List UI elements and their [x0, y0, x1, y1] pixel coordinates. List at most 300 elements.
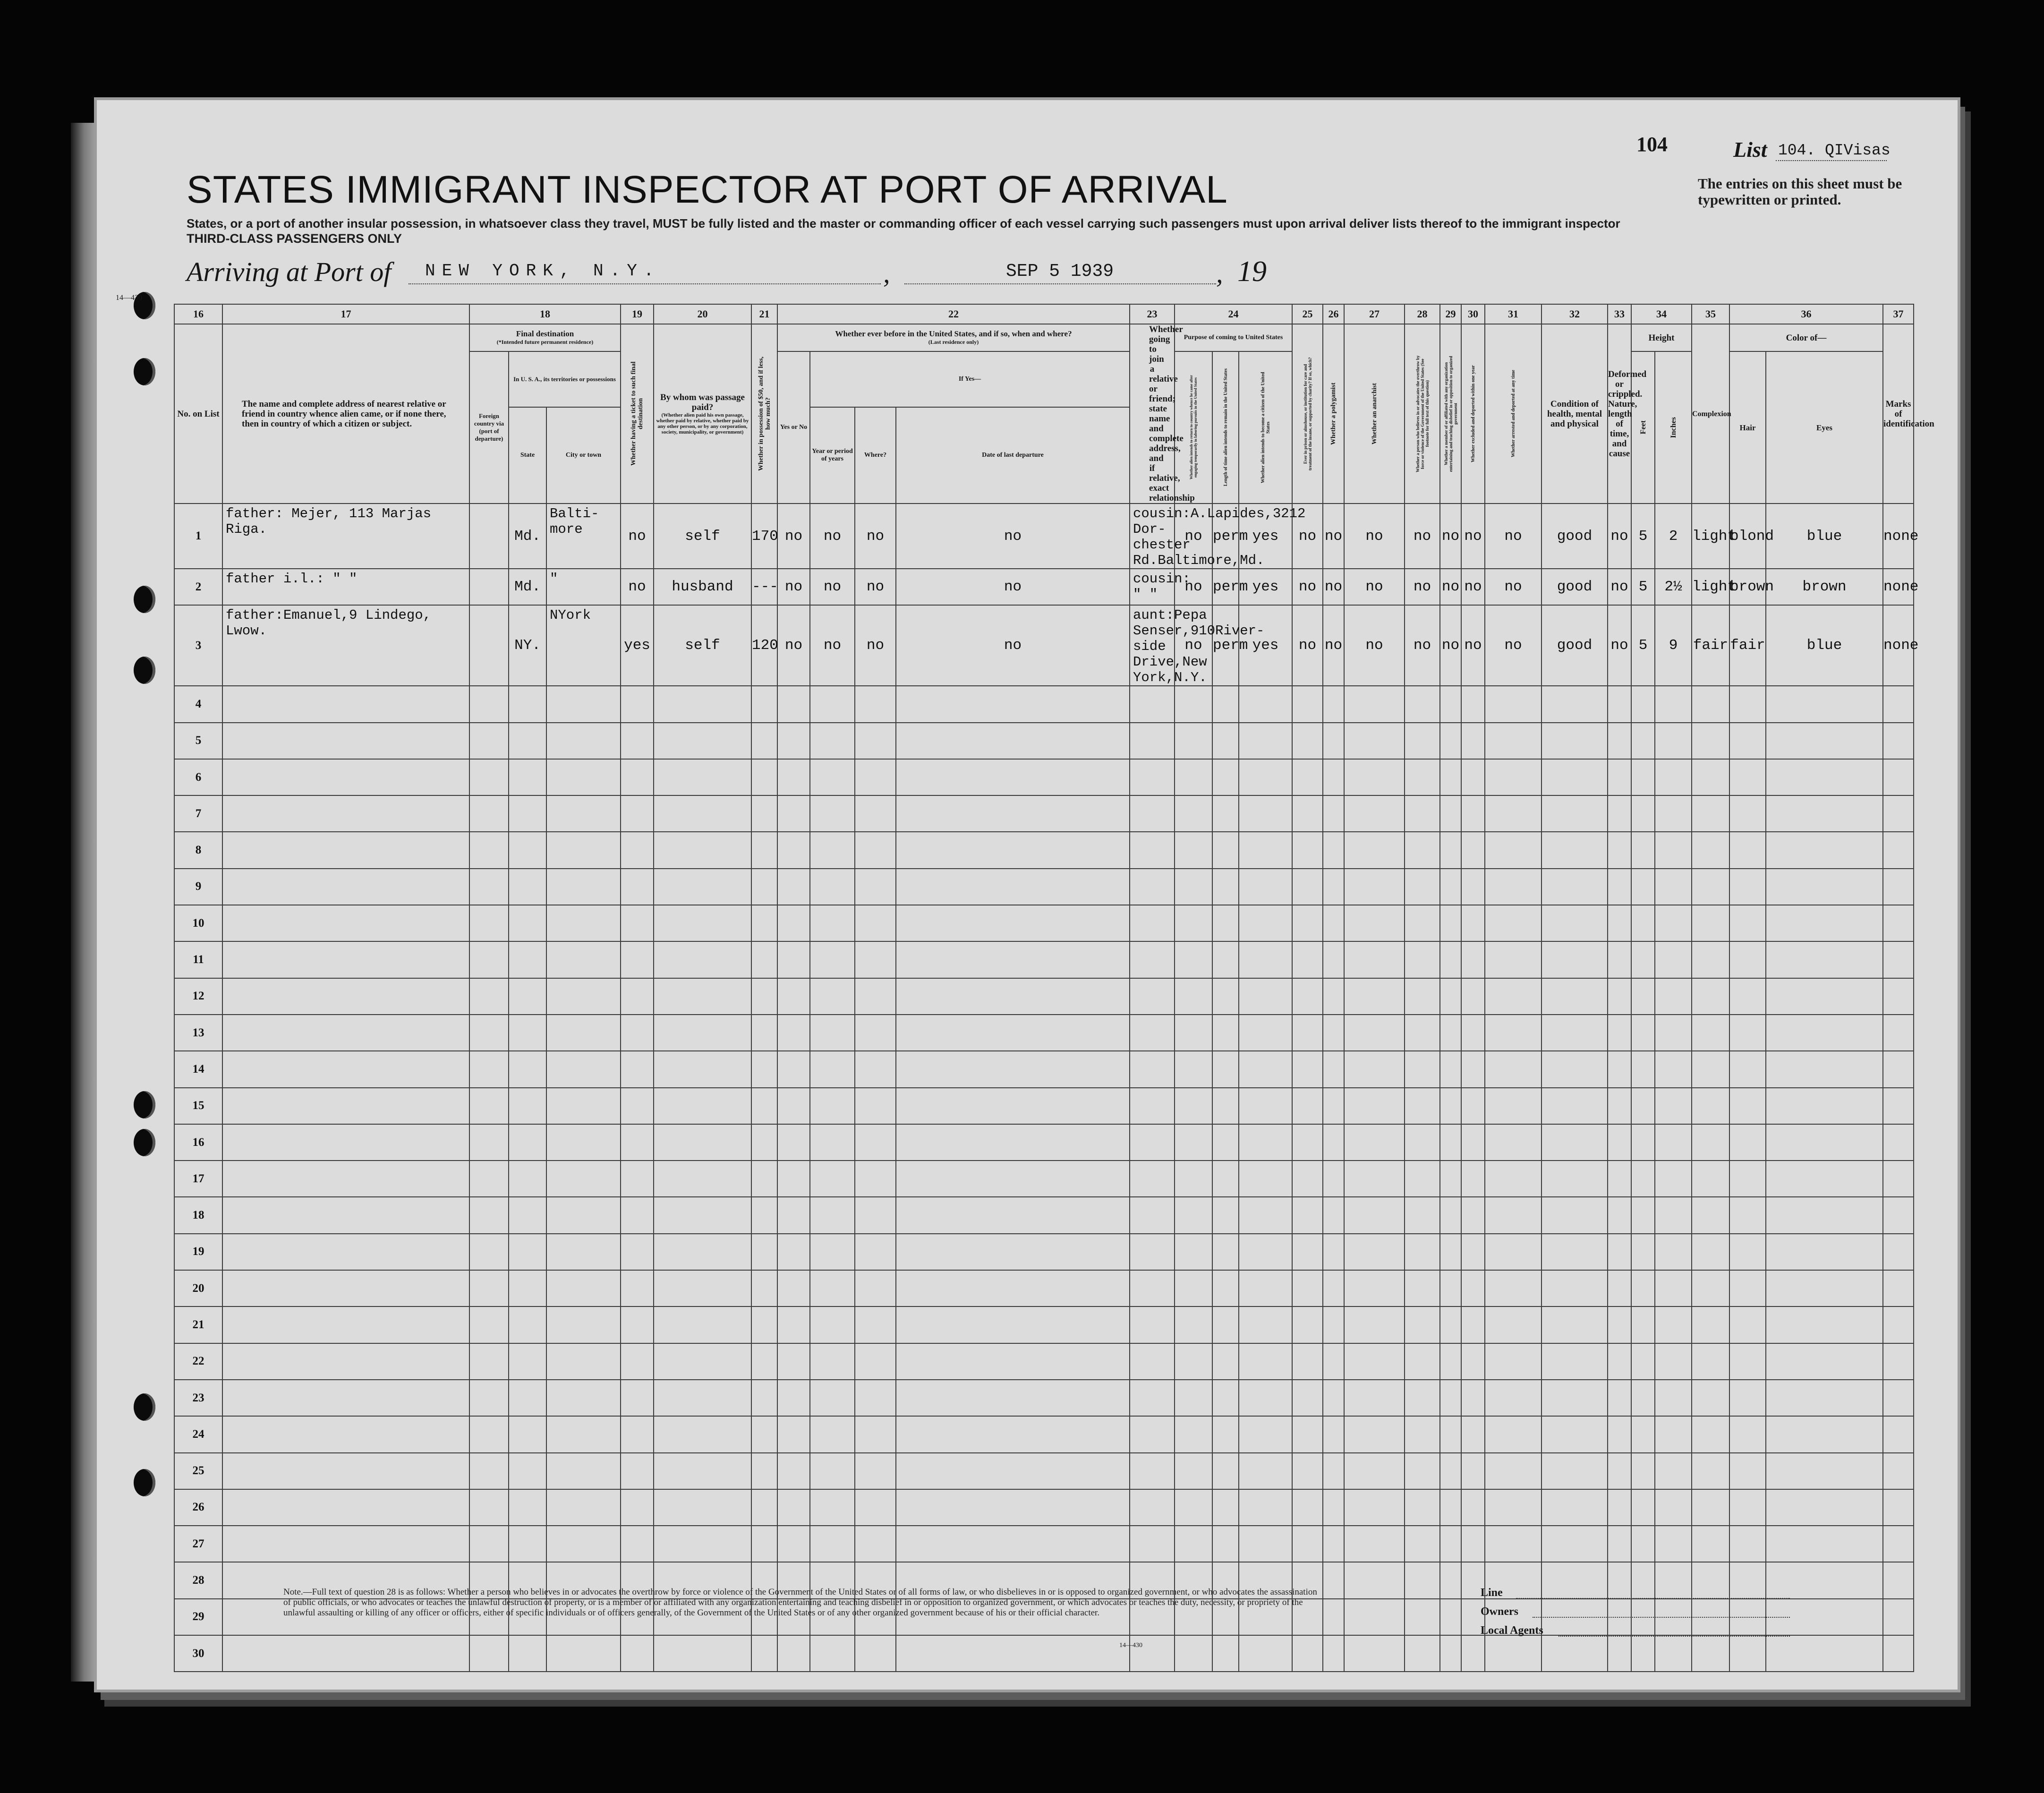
col-number: 30 [1461, 304, 1485, 324]
table-row [174, 978, 1914, 1015]
col-header-overthrow [1405, 324, 1440, 504]
cell-money [751, 832, 777, 868]
cell-excluded [1461, 1489, 1485, 1526]
cell-foreign [469, 941, 509, 978]
cell-polygamist [1323, 686, 1344, 722]
cell-state [509, 1088, 546, 1124]
table-row [174, 686, 1914, 722]
cell-citizen [1239, 1635, 1292, 1672]
cell-polygamist [1323, 1562, 1344, 1598]
cell-foreign [469, 1197, 509, 1233]
cell-joining [1130, 1234, 1175, 1270]
cell-anarchist: no [1344, 569, 1405, 605]
cell-anarchist [1344, 1234, 1405, 1270]
cell-date-left [896, 978, 1130, 1015]
cell-eyes [1766, 686, 1883, 722]
cell-hair [1729, 723, 1766, 759]
table-row [174, 869, 1914, 905]
cell-anarchist [1344, 1343, 1405, 1380]
cell-anarchist [1344, 795, 1405, 832]
row-number: 24 [174, 1416, 222, 1452]
cell-paid-by: self [654, 504, 751, 569]
cell-state [509, 1453, 546, 1489]
cell-length [1212, 759, 1239, 795]
cell-yes-no [777, 1306, 810, 1343]
cell-eyes [1766, 1161, 1883, 1197]
cell-city [546, 1124, 621, 1161]
cell-purpose-return [1175, 1124, 1212, 1161]
col-header-member [1440, 324, 1461, 504]
cell-yes-no [777, 1270, 810, 1306]
arrival-date: SEP 5 1939 [1006, 261, 1114, 282]
cell-marks [1883, 905, 1914, 941]
cell-overthrow [1405, 1380, 1440, 1416]
cell-ticket [621, 1453, 654, 1489]
col-number: 24 [1175, 304, 1292, 324]
cell-money [751, 1416, 777, 1452]
cell-paid-by: husband [654, 569, 751, 605]
cell-arrested [1485, 1343, 1542, 1380]
cell-member [1440, 1051, 1461, 1087]
col-header-prison [1292, 324, 1323, 504]
cell-joining [1130, 1015, 1175, 1051]
cell-inches [1655, 832, 1692, 868]
cell-purpose-return [1175, 759, 1212, 795]
list-underline [1776, 160, 1887, 161]
table-row [174, 905, 1914, 941]
cell-where [855, 759, 896, 795]
cell-inches [1655, 686, 1692, 722]
cell-prison [1292, 978, 1323, 1015]
cell-state [509, 1161, 546, 1197]
col-number: 32 [1542, 304, 1608, 324]
cell-years [810, 1306, 855, 1343]
cell-inches [1655, 978, 1692, 1015]
cell-citizen: yes [1239, 605, 1292, 686]
return-label: Whether alien intends to return to country whence he came after engaging temporarily in laboring pursuits in the United States [1189, 375, 1198, 480]
cell-member [1440, 1306, 1461, 1343]
cell-feet [1631, 1489, 1655, 1526]
cell-deformed [1608, 978, 1631, 1015]
col-header-final-destination [469, 324, 621, 351]
cell-where [855, 978, 896, 1015]
cell-foreign [469, 1234, 509, 1270]
table-row [174, 569, 1914, 605]
cell-complexion [1692, 1526, 1729, 1562]
cell-prison [1292, 1124, 1323, 1161]
cell-overthrow [1405, 1306, 1440, 1343]
col-number: 36 [1729, 304, 1883, 324]
cell-paid-by [654, 1051, 751, 1087]
cell-yes-no [777, 1635, 810, 1672]
cell-money [751, 1343, 777, 1380]
cell-years [810, 1015, 855, 1051]
cell-arrested [1485, 1124, 1542, 1161]
row-number: 28 [174, 1562, 222, 1598]
cell-state [509, 1343, 546, 1380]
cell-where [855, 1197, 896, 1233]
table-row [174, 504, 1914, 569]
cell-complexion [1692, 1234, 1729, 1270]
cell-hair [1729, 686, 1766, 722]
cell-complexion [1692, 832, 1729, 868]
cell-purpose-return [1175, 1051, 1212, 1087]
cell-state [509, 1015, 546, 1051]
header-row-1 [174, 324, 1914, 351]
cell-money [751, 723, 777, 759]
passage-label: By whom was passage paid? [660, 393, 745, 412]
cell-city [546, 1416, 621, 1452]
cell-where [855, 869, 896, 905]
cell-marks [1883, 1270, 1914, 1306]
cell-overthrow [1405, 1416, 1440, 1452]
cell-foreign [469, 686, 509, 722]
cell-arrested [1485, 759, 1542, 795]
cell-relative [222, 759, 469, 795]
col-header-joining: Whether going to join a relative or friend; state name and complete address, and if relative, exact relationship [1130, 324, 1175, 504]
cell-arrested [1485, 795, 1542, 832]
cell-where [855, 905, 896, 941]
cell-state [509, 832, 546, 868]
cell-eyes [1766, 978, 1883, 1015]
col-header-health: Condition of health, mental and physical [1542, 324, 1608, 504]
row-number: 10 [174, 905, 222, 941]
cell-excluded [1461, 1270, 1485, 1306]
col-header-length [1212, 351, 1239, 504]
cell-excluded [1461, 1380, 1485, 1416]
col-number: 34 [1631, 304, 1692, 324]
cell-hair [1729, 1270, 1766, 1306]
cell-state [509, 1380, 546, 1416]
cell-yes-no [777, 1015, 810, 1051]
cell-date-left [896, 832, 1130, 868]
cell-foreign [469, 1380, 509, 1416]
cell-eyes [1766, 1306, 1883, 1343]
cell-marks [1883, 869, 1914, 905]
cell-feet [1631, 832, 1655, 868]
cell-city [546, 1380, 621, 1416]
cell-anarchist [1344, 978, 1405, 1015]
cell-ticket [621, 1161, 654, 1197]
cell-polygamist [1323, 723, 1344, 759]
manifest-table [174, 304, 1934, 1672]
cell-marks: none [1883, 504, 1914, 569]
col-header-deformed: Deformed or crippled. Nature, length of time, and cause [1608, 324, 1631, 504]
cell-anarchist [1344, 1124, 1405, 1161]
cell-polygamist [1323, 1161, 1344, 1197]
cell-where [855, 1270, 896, 1306]
cell-citizen [1239, 869, 1292, 905]
cell-polygamist [1323, 1270, 1344, 1306]
col-header-complexion: Complexion [1692, 324, 1729, 504]
cell-relative [222, 1015, 469, 1051]
cell-hair [1729, 1197, 1766, 1233]
col-number: 25 [1292, 304, 1323, 324]
cell-length [1212, 1526, 1239, 1562]
cell-hair [1729, 1526, 1766, 1562]
cell-citizen [1239, 1526, 1292, 1562]
cell-deformed: no [1608, 569, 1631, 605]
cell-length [1212, 1124, 1239, 1161]
cell-relative [222, 832, 469, 868]
cell-polygamist [1323, 1343, 1344, 1380]
cell-ticket [621, 978, 654, 1015]
cell-length [1212, 1015, 1239, 1051]
table-row [174, 1526, 1914, 1562]
table-row [174, 1306, 1914, 1343]
cell-overthrow [1405, 941, 1440, 978]
cell-where [855, 1453, 896, 1489]
cell-excluded [1461, 795, 1485, 832]
cell-marks [1883, 759, 1914, 795]
passage-sub: (Whether alien paid his own passage, whether paid by relative, whether paid by any other person, or by any corporation, society, municipality, or government) [656, 412, 749, 435]
row-number: 3 [174, 605, 222, 686]
cell-member [1440, 1343, 1461, 1380]
cell-polygamist [1323, 1489, 1344, 1526]
cell-state: NY. [509, 605, 546, 686]
cell-ticket [621, 941, 654, 978]
cell-date-left [896, 686, 1130, 722]
cell-hair [1729, 1416, 1766, 1452]
cell-joining [1130, 905, 1175, 941]
cell-deformed [1608, 1124, 1631, 1161]
cell-excluded [1461, 1416, 1485, 1452]
cell-hair [1729, 1088, 1766, 1124]
cell-member [1440, 1380, 1461, 1416]
cell-arrested [1485, 869, 1542, 905]
cell-arrested: no [1485, 569, 1542, 605]
cell-eyes [1766, 1270, 1883, 1306]
cell-overthrow [1405, 1635, 1440, 1672]
cell-paid-by: self [654, 605, 751, 686]
cell-date-left: no [896, 504, 1130, 569]
cell-feet [1631, 941, 1655, 978]
cell-city [546, 1197, 621, 1233]
cell-paid-by [654, 978, 751, 1015]
cell-ticket: yes [621, 605, 654, 686]
cell-inches [1655, 1197, 1692, 1233]
cell-ticket [621, 1489, 654, 1526]
cell-feet [1631, 1416, 1655, 1452]
cell-hair [1729, 978, 1766, 1015]
cell-prison [1292, 1088, 1323, 1124]
cell-arrested [1485, 1635, 1542, 1672]
cell-eyes [1766, 1088, 1883, 1124]
table-row [174, 1161, 1914, 1197]
cell-prison [1292, 723, 1323, 759]
cell-where [855, 1306, 896, 1343]
cell-health [1542, 1051, 1608, 1087]
cell-yes-no [777, 1088, 810, 1124]
cell-member [1440, 1197, 1461, 1233]
binding-hole [134, 358, 155, 385]
cell-complexion [1692, 941, 1729, 978]
cell-prison [1292, 1051, 1323, 1087]
cell-foreign [469, 605, 509, 686]
anarchist-label: Whether an anarchist [1371, 383, 1378, 445]
cell-complexion [1692, 1270, 1729, 1306]
cell-prison [1292, 1380, 1323, 1416]
cell-joining [1130, 1088, 1175, 1124]
cell-complexion [1692, 1635, 1729, 1672]
cell-arrested [1485, 1380, 1542, 1416]
cell-money [751, 1306, 777, 1343]
cell-money [751, 941, 777, 978]
cell-paid-by [654, 1380, 751, 1416]
cell-member [1440, 978, 1461, 1015]
cell-eyes [1766, 905, 1883, 941]
cell-years [810, 1526, 855, 1562]
cell-citizen [1239, 1088, 1292, 1124]
cell-member [1440, 723, 1461, 759]
cell-hair [1729, 1453, 1766, 1489]
cell-anarchist: no [1344, 504, 1405, 569]
cell-deformed [1608, 905, 1631, 941]
row-number: 5 [174, 723, 222, 759]
cell-date-left [896, 1051, 1130, 1087]
cell-date-left [896, 1015, 1130, 1051]
cell-health [1542, 1489, 1608, 1526]
row-number: 30 [174, 1635, 222, 1672]
cell-inches [1655, 1635, 1692, 1672]
cell-foreign [469, 759, 509, 795]
form-code: 14—430 [116, 294, 142, 302]
cell-city [546, 1270, 621, 1306]
cell-hair [1729, 1306, 1766, 1343]
table-row [174, 1489, 1914, 1526]
cell-member [1440, 905, 1461, 941]
cell-city [546, 1051, 621, 1087]
table-row [174, 1051, 1914, 1087]
cell-anarchist [1344, 759, 1405, 795]
cell-eyes [1766, 1051, 1883, 1087]
col-number: 33 [1608, 304, 1631, 324]
col-number: 31 [1485, 304, 1542, 324]
cell-purpose-return [1175, 795, 1212, 832]
cell-eyes [1766, 1635, 1883, 1672]
cell-date-left [896, 1161, 1130, 1197]
cell-joining [1130, 1635, 1175, 1672]
table-row [174, 941, 1914, 978]
cell-member [1440, 795, 1461, 832]
cell-feet [1631, 723, 1655, 759]
cell-health [1542, 1197, 1608, 1233]
cell-complexion [1692, 1416, 1729, 1452]
cell-foreign [469, 1453, 509, 1489]
cell-money [751, 1124, 777, 1161]
cell-deformed [1608, 723, 1631, 759]
cell-marks [1883, 1416, 1914, 1452]
table-row [174, 759, 1914, 795]
cell-paid-by [654, 1489, 751, 1526]
cell-foreign [469, 1051, 509, 1087]
cell-complexion [1692, 869, 1729, 905]
cell-complexion [1692, 1453, 1729, 1489]
cell-relative [222, 1051, 469, 1087]
cell-polygamist [1323, 941, 1344, 978]
col-number: 20 [654, 304, 751, 324]
cell-state [509, 1416, 546, 1452]
cell-polygamist [1323, 1380, 1344, 1416]
cell-complexion [1692, 1197, 1729, 1233]
cell-overthrow [1405, 1015, 1440, 1051]
cell-member: no [1440, 504, 1461, 569]
cell-relative [222, 1380, 469, 1416]
cell-joining [1130, 1526, 1175, 1562]
cell-purpose-return [1175, 1343, 1212, 1380]
cell-marks [1883, 1635, 1914, 1672]
cell-marks [1883, 832, 1914, 868]
cell-paid-by [654, 686, 751, 722]
cell-where [855, 1526, 896, 1562]
cell-deformed: no [1608, 504, 1631, 569]
cell-where [855, 1234, 896, 1270]
cell-state [509, 1270, 546, 1306]
cell-paid-by [654, 1124, 751, 1161]
cell-deformed [1608, 1635, 1631, 1672]
cell-relative [222, 978, 469, 1015]
cell-deformed [1608, 1197, 1631, 1233]
cell-state [509, 795, 546, 832]
cell-feet [1631, 1161, 1655, 1197]
cell-inches [1655, 723, 1692, 759]
cell-yes-no [777, 941, 810, 978]
cell-citizen [1239, 723, 1292, 759]
cell-deformed [1608, 1343, 1631, 1380]
cell-length: perm [1212, 569, 1239, 605]
cell-eyes: brown [1766, 569, 1883, 605]
cell-citizen [1239, 1270, 1292, 1306]
cell-health [1542, 1343, 1608, 1380]
cell-hair [1729, 1489, 1766, 1526]
cell-length [1212, 723, 1239, 759]
cell-inches [1655, 869, 1692, 905]
cell-anarchist [1344, 1599, 1405, 1635]
year-prefix: 19 [1237, 256, 1267, 288]
cell-citizen [1239, 795, 1292, 832]
cell-purpose-return [1175, 1234, 1212, 1270]
cell-anarchist [1344, 1416, 1405, 1452]
cell-health [1542, 1306, 1608, 1343]
binding-hole [134, 1393, 155, 1421]
cell-length [1212, 1416, 1239, 1452]
cell-ticket [621, 869, 654, 905]
cell-joining [1130, 1416, 1175, 1452]
cell-citizen [1239, 832, 1292, 868]
footer-form-code: 14—430 [1119, 1642, 1142, 1649]
cell-city [546, 1015, 621, 1051]
cell-yes-no: no [777, 605, 810, 686]
cell-hair [1729, 1015, 1766, 1051]
cell-eyes [1766, 1380, 1883, 1416]
cell-hair [1729, 1124, 1766, 1161]
cell-anarchist [1344, 1306, 1405, 1343]
col-number: 26 [1323, 304, 1344, 324]
cell-member [1440, 1161, 1461, 1197]
cell-date-left [896, 1197, 1130, 1233]
cell-ticket [621, 1635, 654, 1672]
footnote: Note.—Full text of question 28 is as follows: Whether a person who believes in or advocates the overthrow by force or violence of the Government of the United States or of all forms of law, or who disbelieves in or is opposed to organized government, or who advocates the assassination of public officials, or who advocates or teaches the unlawful destruction of property, or is a member of or affiliated with any organization entertaining and teaching disbelief in or opposition to organized government, or which advocates or teaches the duty, necessity, or propriety of the unlawful assaulting or killing of any officer or officers, either of specific individuals or of officers generally, of the Government of the United States or of any other organized government because of his or their official character. [283, 1587, 1317, 1618]
cell-complexion [1692, 795, 1729, 832]
final-destination-sub: (*Intended future permanent residence) [496, 338, 594, 345]
inches-label: Inches [1669, 417, 1678, 438]
cell-paid-by [654, 832, 751, 868]
row-number: 19 [174, 1234, 222, 1270]
cell-feet [1631, 759, 1655, 795]
cell-foreign [469, 1489, 509, 1526]
cell-years: no [810, 504, 855, 569]
cell-overthrow [1405, 1234, 1440, 1270]
